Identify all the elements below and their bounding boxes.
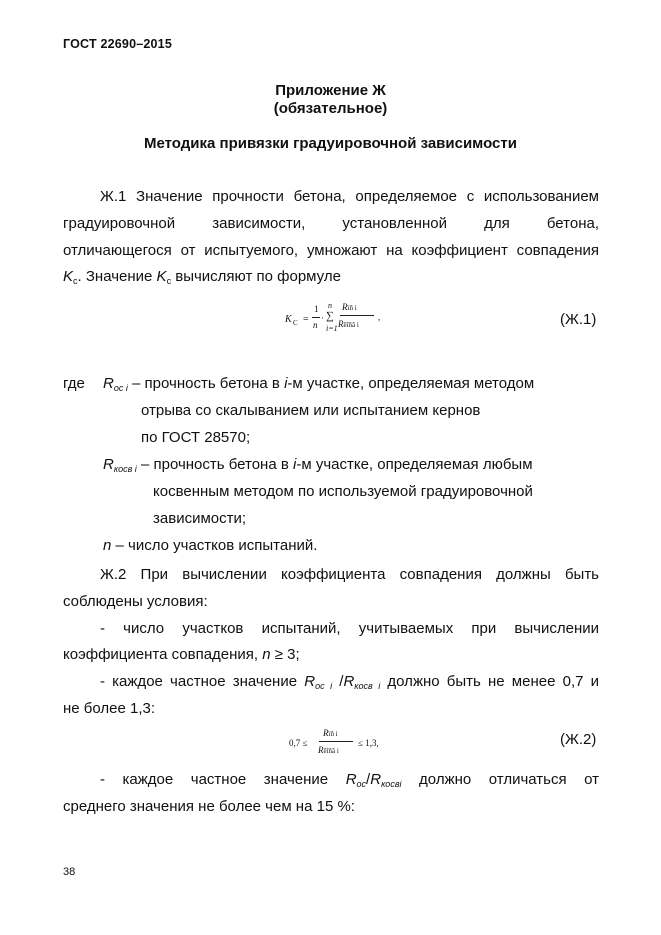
- paragraph-line: соблюдены условия:: [63, 592, 208, 610]
- text-run: отличающегося от испытуемого, умножают на коэффициент совпадения: [63, 241, 599, 259]
- appendix-title: Приложение Ж: [275, 82, 386, 99]
- where-line: по ГОСТ 28570;: [141, 429, 251, 446]
- paragraph-line: Ж.1 Значение прочности бетона, определяемое с использованием: [100, 188, 599, 205]
- symbol-k: K: [156, 268, 167, 286]
- formula-lhs-sub: C: [293, 319, 298, 327]
- formula-tail: ,: [378, 312, 381, 322]
- where-r-kosv: $R_{косв i}$ – прочность бетона в i-м участке, определяемая любым: [103, 456, 533, 474]
- where-n: n – число участков испытаний.: [103, 537, 318, 554]
- where-line: косвенным методом по используемой градуировочной: [153, 483, 533, 500]
- formula-dot: ·: [321, 313, 324, 323]
- where-line: отрыва со скалыванием или испытанием кернов: [141, 402, 481, 419]
- formula-denominator: Rêîñâ i: [338, 319, 359, 329]
- paragraph-line: - каждое частное значение $R_{ос}/R_{косвi}$ должно отличаться от: [100, 771, 600, 789]
- formula-zh1: [285, 302, 395, 338]
- formula-numerator: Rïñ i: [323, 728, 338, 738]
- sum-symbol: ∑: [326, 310, 334, 322]
- formula-denominator: Rêîñâ i: [318, 745, 339, 755]
- paragraph-line: [63, 238, 599, 265]
- formula-right: ≤ 1,3,: [358, 738, 379, 748]
- formula-frac-den: n: [313, 320, 318, 330]
- formula-lhs: K: [285, 314, 292, 325]
- formula-number: (Ж.1): [560, 311, 597, 328]
- formula-equals: =: [303, 314, 309, 325]
- formula-number: (Ж.2): [560, 731, 597, 748]
- formula-zh2: [289, 727, 389, 761]
- page-number: 38: [63, 866, 76, 878]
- fraction-bar: [340, 315, 374, 316]
- where-label: где: [63, 375, 85, 392]
- where-line: зависимости;: [153, 510, 247, 527]
- formula-frac-num: 1: [314, 304, 319, 314]
- paragraph-line: - каждое частное значение $R_{ос i}$ $/R_{косв i}$ должно быть не менее 0,7 и: [100, 673, 599, 692]
- document-header: ГОСТ 22690–2015: [63, 37, 172, 51]
- fraction-bar: [312, 317, 320, 318]
- symbol-subscript: c: [166, 276, 172, 287]
- fraction-bar: [319, 741, 353, 742]
- paragraph-line: - число участков испытаний, учитываемых при вычислении: [100, 619, 599, 637]
- appendix-status: (обязательное): [273, 100, 388, 117]
- paragraph-zh1: [63, 184, 599, 291]
- paragraph-line: коэффициента совпадения, n ≥ 3;: [63, 646, 300, 664]
- paragraph-line: не более 1,3:: [63, 699, 156, 717]
- formula-numerator: Rïñ i: [342, 302, 357, 312]
- appendix-heading: Методика привязки градуировочной зависимости: [144, 135, 517, 152]
- sum-upper: n: [328, 301, 332, 310]
- symbol-subscript: c: [73, 276, 78, 287]
- paragraph-line: [63, 264, 599, 291]
- paragraph-line: градуировочной зависимости, установленной для бетона,: [63, 214, 599, 232]
- paragraph-line: Ж.2 При вычислении коэффициента совпадения должны быть: [100, 566, 599, 583]
- paragraph-zh2: [63, 562, 599, 723]
- text-run: вычисляют по формуле: [171, 268, 341, 286]
- sum-lower: i=1: [326, 324, 338, 333]
- paragraph-deviation: [63, 767, 599, 821]
- paragraph-line: среднего значения не более чем на 15 %:: [63, 797, 355, 815]
- formula-left: 0,7 ≤: [289, 738, 308, 748]
- text-run: . Значение: [77, 268, 157, 286]
- where-r-oc: $R_{ос i}$ – прочность бетона в i-м участке, определяемая методом: [103, 375, 535, 393]
- symbol-k: K: [63, 268, 74, 286]
